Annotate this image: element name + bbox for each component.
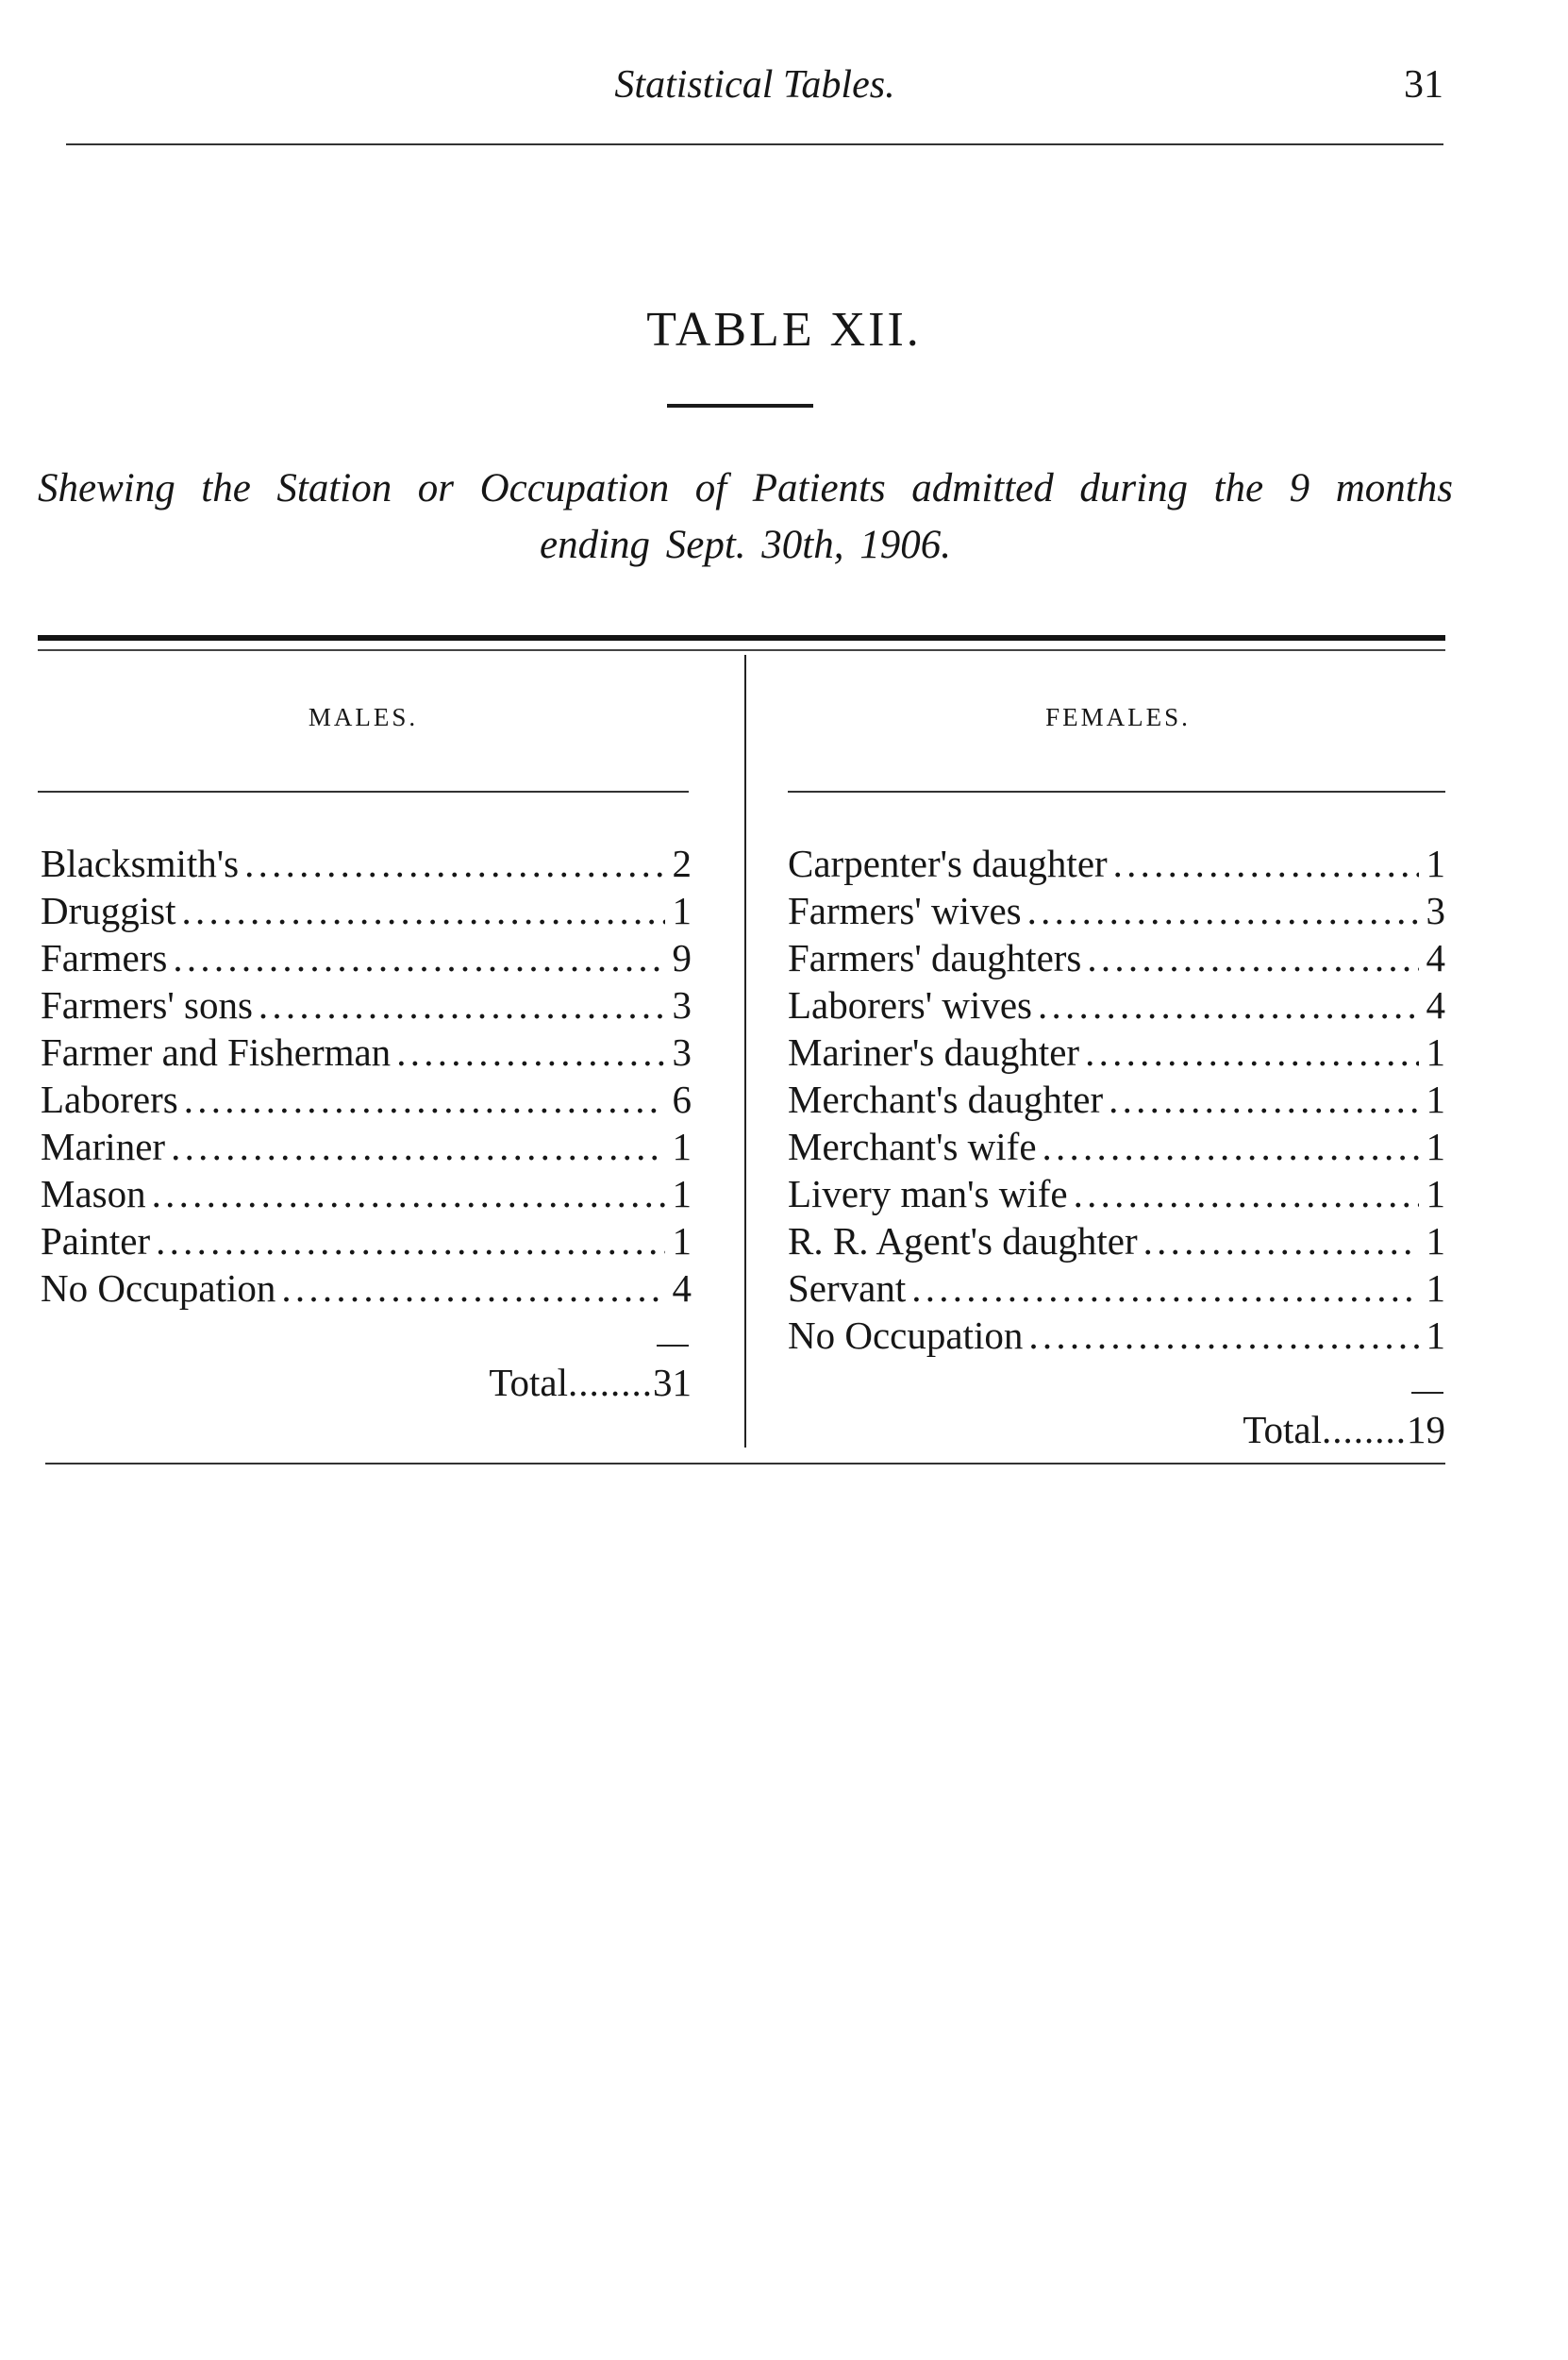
- females-sum-dash: [1411, 1392, 1443, 1394]
- table-bottom-rule: [45, 1463, 1445, 1465]
- row-count: 4: [672, 1266, 692, 1310]
- dot-leader: [182, 887, 666, 934]
- dot-leader: [1028, 1312, 1419, 1359]
- females-heading: FEMALES.: [1045, 703, 1191, 731]
- running-head: [66, 57, 1443, 113]
- row-label: Blacksmith's: [41, 842, 240, 885]
- females-heading-rule: [788, 791, 1445, 793]
- row-count: 1: [1426, 842, 1445, 885]
- dot-leader: [1087, 934, 1419, 981]
- list-item: [41, 1123, 692, 1170]
- row-label: Livery man's wife: [788, 1172, 1068, 1215]
- row-count: 1: [1426, 1172, 1445, 1215]
- list-item: [41, 981, 692, 1029]
- row-label: Farmers' wives: [788, 889, 1022, 932]
- list-item: [788, 1076, 1445, 1123]
- row-count: 6: [672, 1078, 692, 1121]
- row-label: No Occupation: [788, 1314, 1024, 1357]
- running-title: Statistical Tables.: [614, 63, 895, 107]
- males-heading: MALES.: [308, 703, 419, 731]
- total-label: Total: [489, 1361, 568, 1404]
- row-count: 1: [672, 1219, 692, 1263]
- males-total: [283, 1359, 692, 1406]
- list-item: [788, 840, 1445, 887]
- dot-leader: [259, 981, 665, 1029]
- table-top-thick-rule: [38, 635, 1445, 641]
- row-count: 3: [672, 1030, 692, 1074]
- females-total: [1000, 1406, 1445, 1453]
- males-heading-rule: [38, 791, 689, 793]
- list-item: [41, 1029, 692, 1076]
- row-label: Farmers' sons: [41, 983, 253, 1027]
- list-item: [41, 1264, 692, 1312]
- list-item: [41, 887, 692, 934]
- row-label: Laborers: [41, 1078, 178, 1121]
- list-item: [788, 1264, 1445, 1312]
- row-count: 4: [1426, 936, 1445, 979]
- dot-leader: [1113, 840, 1419, 887]
- table-top-thin-rule: [38, 649, 1445, 651]
- row-count: 1: [1426, 1266, 1445, 1310]
- dot-leader: [152, 1170, 665, 1217]
- row-count: 1: [1426, 1125, 1445, 1168]
- list-item: [41, 1170, 692, 1217]
- males-sum-dash: [657, 1345, 689, 1347]
- row-label: Mason: [41, 1172, 146, 1215]
- row-label: Farmers' daughters: [788, 936, 1082, 979]
- table-title: TABLE XII.: [646, 303, 922, 357]
- list-item: [788, 1217, 1445, 1264]
- dot-leader: [1074, 1170, 1419, 1217]
- row-label: Merchant's daughter: [788, 1078, 1104, 1121]
- dot-leader: [1109, 1076, 1419, 1123]
- list-item: [41, 840, 692, 887]
- total-value: 31: [653, 1361, 692, 1404]
- header-rule: [66, 143, 1443, 145]
- row-count: 3: [1426, 889, 1445, 932]
- list-item: [788, 887, 1445, 934]
- row-label: Farmer and Fisherman: [41, 1030, 392, 1074]
- row-count: 3: [672, 983, 692, 1027]
- table-caption: Shewing the Station or Occupation of Patients admitted during the 9 months ending Sept. 30th, 1906.: [38, 466, 1453, 567]
- dot-leader: [1143, 1217, 1419, 1264]
- row-label: Carpenter's daughter: [788, 842, 1108, 885]
- row-count: 9: [672, 936, 692, 979]
- row-count: 1: [1426, 1314, 1445, 1357]
- dot-leader: [184, 1076, 665, 1123]
- dot-leader: [244, 840, 665, 887]
- dot-leader: [396, 1029, 665, 1076]
- list-item: [788, 1170, 1445, 1217]
- list-item: [788, 1123, 1445, 1170]
- dot-leader: [911, 1264, 1419, 1312]
- total-label: Total: [1243, 1408, 1322, 1451]
- row-count: 4: [1426, 983, 1445, 1027]
- dot-leader: [1085, 1029, 1419, 1076]
- row-label: No Occupation: [41, 1266, 276, 1310]
- list-item: [41, 934, 692, 981]
- list-item: [41, 1076, 692, 1123]
- dot-leader: [281, 1264, 665, 1312]
- row-count: 1: [1426, 1219, 1445, 1263]
- row-label: Farmers: [41, 936, 168, 979]
- list-item: [788, 934, 1445, 981]
- total-value: 19: [1407, 1408, 1445, 1451]
- list-item: [788, 1312, 1445, 1359]
- dot-leader: [1043, 1123, 1419, 1170]
- dot-leader: ........: [1322, 1408, 1407, 1451]
- dot-leader: [1027, 887, 1419, 934]
- list-item: [788, 1029, 1445, 1076]
- row-count: 1: [1426, 1078, 1445, 1121]
- row-label: R. R. Agent's daughter: [788, 1219, 1138, 1263]
- row-count: 1: [672, 1125, 692, 1168]
- column-divider: [744, 655, 746, 1448]
- dot-leader: ........: [568, 1361, 653, 1404]
- males-list: [41, 840, 692, 1312]
- row-label: Mariner: [41, 1125, 166, 1168]
- dot-leader: [171, 1123, 665, 1170]
- row-count: 2: [672, 842, 692, 885]
- row-label: Mariner's daughter: [788, 1030, 1080, 1074]
- row-label: Druggist: [41, 889, 176, 932]
- page-number: 31: [1404, 63, 1443, 107]
- dot-leader: [156, 1217, 665, 1264]
- list-item: [41, 1217, 692, 1264]
- title-rule: [667, 404, 813, 408]
- row-count: 1: [672, 1172, 692, 1215]
- row-count: 1: [672, 889, 692, 932]
- row-count: 1: [1426, 1030, 1445, 1074]
- dot-leader: [173, 934, 665, 981]
- row-label: Laborers' wives: [788, 983, 1032, 1027]
- dot-leader: [1038, 981, 1419, 1029]
- list-item: [788, 981, 1445, 1029]
- females-list: [788, 840, 1445, 1359]
- row-label: Servant: [788, 1266, 907, 1310]
- row-label: Painter: [41, 1219, 151, 1263]
- row-label: Merchant's wife: [788, 1125, 1037, 1168]
